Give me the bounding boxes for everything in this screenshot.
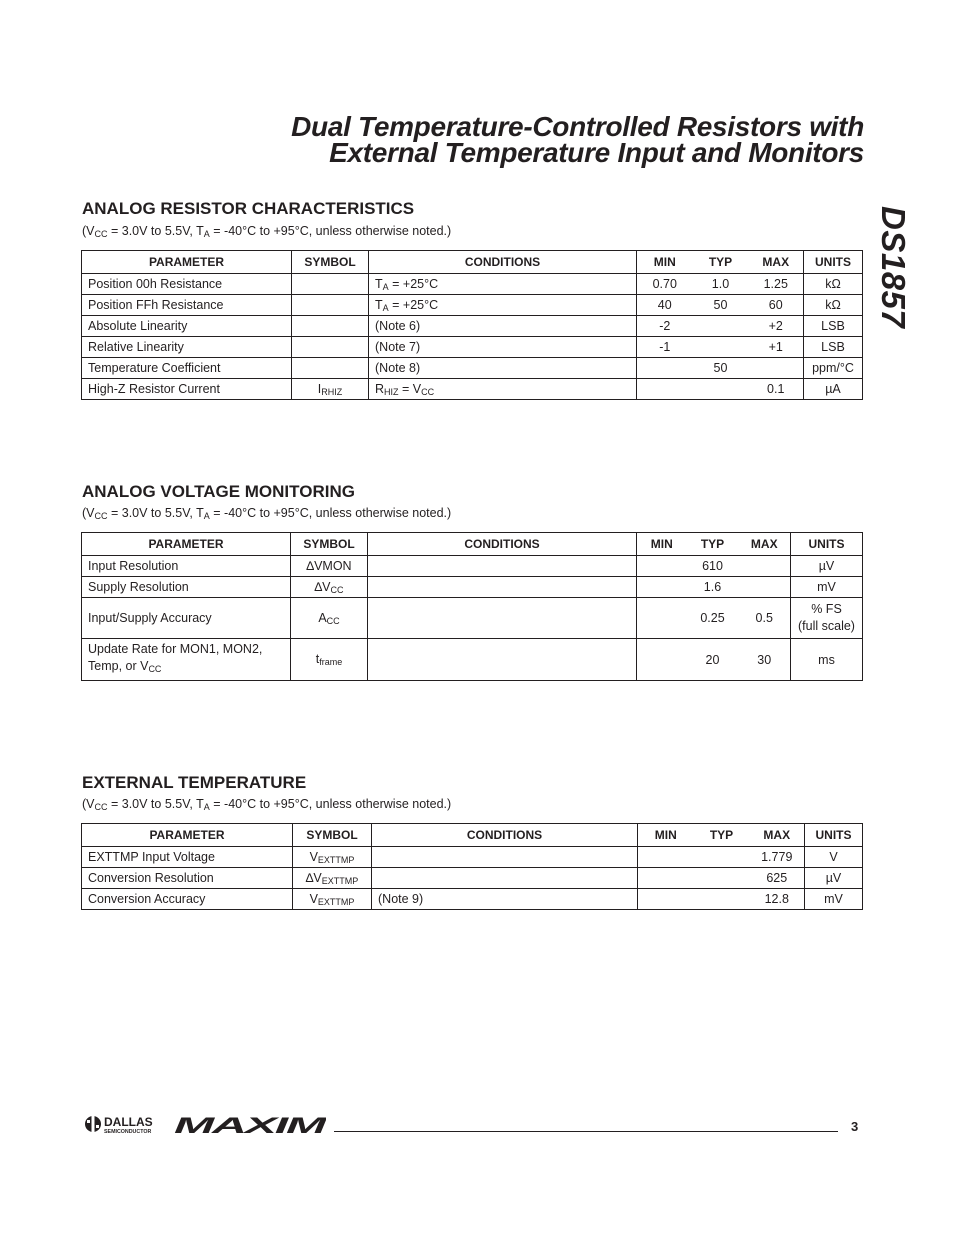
table-row bbox=[82, 639, 863, 681]
units-cell: µV bbox=[791, 556, 863, 577]
header-symbol: SYMBOL bbox=[291, 533, 368, 556]
header-conditions: CONDITIONS bbox=[372, 824, 638, 847]
parameter-cell: Temperature Coefficient bbox=[82, 358, 292, 379]
table-row bbox=[82, 598, 863, 639]
header-typ: TYP bbox=[693, 251, 749, 274]
header-units: UNITS bbox=[805, 824, 863, 847]
parameter-cell: Supply Resolution bbox=[82, 577, 291, 598]
symbol-cell: $t_{frame}$ bbox=[291, 639, 368, 681]
max-cell: 1.25 bbox=[749, 274, 804, 295]
conditions-cell bbox=[368, 639, 637, 681]
conditions-cell: (Note 9) bbox=[372, 889, 638, 910]
table-row bbox=[82, 274, 863, 295]
section-title-analog-resistor: ANALOG RESISTOR CHARACTERISTICS bbox=[82, 199, 415, 218]
units-cell: kΩ bbox=[804, 295, 863, 316]
conditions-cell bbox=[368, 577, 637, 598]
conditions-cell: $T_A = +25^\circ C$ bbox=[369, 295, 637, 316]
max-cell bbox=[739, 556, 791, 577]
condition-note: ($V_{CC} = 3.0V$ to 5.5V, $T_A = -40^\circ C$ to +95°C, unless otherwise noted.) bbox=[82, 506, 452, 521]
min-cell: 0.70 bbox=[637, 274, 693, 295]
parameter-cell: Relative Linearity bbox=[82, 337, 292, 358]
units-cell: kΩ bbox=[804, 274, 863, 295]
symbol-cell: $I_{RHIZ}$ bbox=[292, 379, 369, 400]
table-row bbox=[82, 556, 863, 577]
header-conditions: CONDITIONS bbox=[368, 533, 637, 556]
conditions-cell: $T_A = +25^\circ C$ bbox=[369, 274, 637, 295]
max-cell: 30 bbox=[739, 639, 791, 681]
symbol-cell bbox=[292, 274, 369, 295]
symbol-cell bbox=[292, 295, 369, 316]
symbol-cell bbox=[292, 358, 369, 379]
table-row bbox=[82, 337, 863, 358]
symbol-cell: $V_{EXTTMP}$ bbox=[293, 847, 372, 868]
header-parameter: PARAMETER bbox=[82, 824, 293, 847]
parameter-cell bbox=[82, 639, 291, 681]
typ-cell bbox=[693, 316, 749, 337]
header-symbol: SYMBOL bbox=[292, 251, 369, 274]
dallas-name: DALLAS bbox=[104, 1115, 153, 1129]
parameter-cell: Position FFh Resistance bbox=[82, 295, 292, 316]
parameter-cell: Conversion Resolution bbox=[82, 868, 293, 889]
conditions-cell: $R_{HIZ} = V_{CC}$ bbox=[369, 379, 637, 400]
header-typ: TYP bbox=[694, 824, 750, 847]
max-cell: 12.8 bbox=[750, 889, 805, 910]
min-cell: 40 bbox=[637, 295, 693, 316]
section-title-external-temperature: EXTERNAL TEMPERATURE bbox=[82, 773, 307, 792]
section-title-analog-voltage: ANALOG VOLTAGE MONITORING bbox=[82, 482, 355, 501]
max-cell: 625 bbox=[750, 868, 805, 889]
table-row bbox=[82, 577, 863, 598]
units-cell: µV bbox=[805, 868, 863, 889]
max-cell: +1 bbox=[749, 337, 804, 358]
table-row bbox=[82, 379, 863, 400]
units-cell: LSB bbox=[804, 337, 863, 358]
conditions-cell bbox=[368, 556, 637, 577]
parameter-line-2: Temp, or $V_{CC}$ bbox=[88, 659, 162, 674]
table-row bbox=[82, 889, 863, 910]
typ-cell bbox=[693, 379, 749, 400]
table-header-row bbox=[82, 824, 863, 847]
table-header-row bbox=[82, 533, 863, 556]
min-cell bbox=[637, 598, 687, 639]
units-line-1: % FS bbox=[811, 602, 842, 616]
dallas-logo-icon bbox=[84, 1114, 172, 1136]
table-row bbox=[82, 295, 863, 316]
page-number: 3 bbox=[851, 1119, 859, 1134]
table-row bbox=[82, 316, 863, 337]
parameter-cell: Input/Supply Accuracy bbox=[82, 598, 291, 639]
header-parameter: PARAMETER bbox=[82, 533, 291, 556]
dallas-semiconductor-logo bbox=[84, 1114, 172, 1141]
maxim-logo bbox=[174, 1116, 326, 1141]
parameter-cell: Conversion Accuracy bbox=[82, 889, 293, 910]
parameter-cell: EXTTMP Input Voltage bbox=[82, 847, 293, 868]
header-max: MAX bbox=[739, 533, 791, 556]
header-units: UNITS bbox=[804, 251, 863, 274]
min-cell bbox=[637, 358, 693, 379]
header-parameter: PARAMETER bbox=[82, 251, 292, 274]
analog-voltage-table bbox=[81, 532, 863, 681]
max-cell: 1.779 bbox=[750, 847, 805, 868]
symbol-cell bbox=[292, 337, 369, 358]
typ-cell bbox=[693, 337, 749, 358]
header-min: MIN bbox=[637, 533, 687, 556]
symbol-cell: $V_{EXTTMP}$ bbox=[293, 889, 372, 910]
typ-cell: 50 bbox=[693, 295, 749, 316]
min-cell bbox=[638, 889, 694, 910]
max-cell: 0.1 bbox=[749, 379, 804, 400]
units-cell: ppm/°C bbox=[804, 358, 863, 379]
title-line-2: External Temperature Input and Monitors bbox=[329, 137, 864, 168]
header-min: MIN bbox=[637, 251, 693, 274]
min-cell bbox=[637, 379, 693, 400]
units-cell: V bbox=[805, 847, 863, 868]
typ-cell: 20 bbox=[687, 639, 739, 681]
maxim-logo-icon bbox=[174, 1116, 326, 1136]
table-row bbox=[82, 868, 863, 889]
min-cell: -1 bbox=[637, 337, 693, 358]
conditions-cell bbox=[372, 847, 638, 868]
header-max: MAX bbox=[749, 251, 804, 274]
condition-note: ($V_{CC} = 3.0V$ to 5.5V, $T_A = -40^\circ C$ to +95°C, unless otherwise noted.) bbox=[82, 224, 452, 239]
typ-cell bbox=[694, 847, 750, 868]
table-header-row bbox=[82, 251, 863, 274]
units-cell: ms bbox=[791, 639, 863, 681]
conditions-cell bbox=[368, 598, 637, 639]
footer-divider bbox=[334, 1131, 838, 1132]
maxim-logo-text: MAXIM bbox=[174, 1116, 326, 1136]
external-temperature-table bbox=[81, 823, 863, 910]
conditions-cell: (Note 6) bbox=[369, 316, 637, 337]
dallas-subtitle: SEMICONDUCTOR bbox=[104, 1129, 152, 1135]
analog-resistor-table bbox=[81, 250, 863, 400]
max-cell: 60 bbox=[749, 295, 804, 316]
max-cell bbox=[739, 577, 791, 598]
symbol-cell: $A_{CC}$ bbox=[291, 598, 368, 639]
header-conditions: CONDITIONS bbox=[369, 251, 637, 274]
min-cell bbox=[638, 868, 694, 889]
typ-cell bbox=[694, 889, 750, 910]
header-units: UNITS bbox=[791, 533, 863, 556]
units-cell: mV bbox=[791, 577, 863, 598]
symbol-cell: $\Delta V_{EXTTMP}$ bbox=[293, 868, 372, 889]
symbol-cell bbox=[292, 316, 369, 337]
typ-cell: 50 bbox=[693, 358, 749, 379]
typ-cell: 1.0 bbox=[693, 274, 749, 295]
condition-note: ($V_{CC} = 3.0V$ to 5.5V, $T_A = -40^\circ C$ to +95°C, unless otherwise noted.) bbox=[82, 797, 452, 812]
table-row bbox=[82, 358, 863, 379]
parameter-cell: Position 00h Resistance bbox=[82, 274, 292, 295]
part-number: DS1857 bbox=[875, 206, 912, 329]
header-min: MIN bbox=[638, 824, 694, 847]
title-line-1: Dual Temperature-Controlled Resistors with bbox=[291, 111, 864, 142]
parameter-cell: High-Z Resistor Current bbox=[82, 379, 292, 400]
header-max: MAX bbox=[750, 824, 805, 847]
conditions-cell: (Note 8) bbox=[369, 358, 637, 379]
min-cell bbox=[637, 577, 687, 598]
parameter-line-1: Update Rate for MON1, MON2, bbox=[88, 642, 263, 656]
max-cell: +2 bbox=[749, 316, 804, 337]
min-cell bbox=[638, 847, 694, 868]
units-cell: mV bbox=[805, 889, 863, 910]
conditions-cell: (Note 7) bbox=[369, 337, 637, 358]
parameter-cell: Absolute Linearity bbox=[82, 316, 292, 337]
typ-cell: 0.25 bbox=[687, 598, 739, 639]
header-symbol: SYMBOL bbox=[293, 824, 372, 847]
units-cell bbox=[791, 598, 863, 639]
units-cell: µA bbox=[804, 379, 863, 400]
typ-cell bbox=[694, 868, 750, 889]
conditions-cell bbox=[372, 868, 638, 889]
table-row bbox=[82, 847, 863, 868]
part-number-side-tab bbox=[874, 206, 914, 336]
parameter-cell: Input Resolution bbox=[82, 556, 291, 577]
typ-cell: 610 bbox=[687, 556, 739, 577]
min-cell bbox=[637, 639, 687, 681]
min-cell: -2 bbox=[637, 316, 693, 337]
typ-cell: 1.6 bbox=[687, 577, 739, 598]
units-cell: LSB bbox=[804, 316, 863, 337]
header-typ: TYP bbox=[687, 533, 739, 556]
max-cell: 0.5 bbox=[739, 598, 791, 639]
document-title bbox=[140, 111, 864, 168]
symbol-cell: $\Delta V_{CC}$ bbox=[291, 577, 368, 598]
max-cell bbox=[749, 358, 804, 379]
symbol-cell: ∆VMON bbox=[291, 556, 368, 577]
units-line-2: (full scale) bbox=[798, 619, 855, 633]
min-cell bbox=[637, 556, 687, 577]
